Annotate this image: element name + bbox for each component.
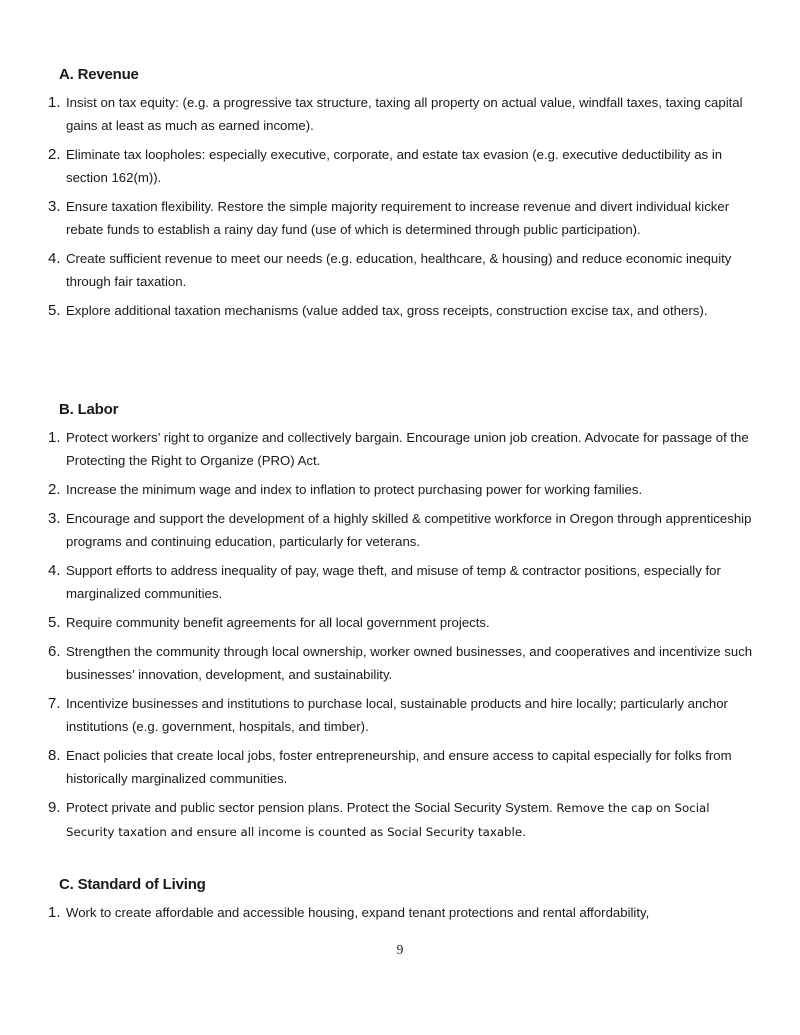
item-text: Eliminate tax loopholes: especially executive, corporate, and estate tax evasion (e.g. executive deductibility as in section 162(m)). xyxy=(66,147,723,185)
item-text: Work to create affordable and accessible housing, expand tenant protections and rental affordability, xyxy=(66,905,650,920)
item-number: 5. xyxy=(48,302,61,319)
item-number: 2. xyxy=(48,146,61,163)
list-item xyxy=(48,507,760,553)
item-number: 4. xyxy=(48,250,61,267)
item-number: 3. xyxy=(48,510,61,527)
item-number: 3. xyxy=(48,198,61,215)
item-text: Protect workers’ right to organize and collectively bargain. Encourage union job creation. Advocate for passage of the Protecting the Right to Organize (PRO) Act. xyxy=(66,430,749,468)
section-heading: B. Labor xyxy=(59,401,119,418)
section-heading: A. Revenue xyxy=(59,66,139,83)
item-text: Incentivize businesses and institutions to purchase local, sustainable products and hire locally; particularly anchor institutions (e.g. government, hospitals, and timber). xyxy=(66,696,728,734)
item-number: 5. xyxy=(48,614,61,631)
item-text: Enact policies that create local jobs, foster entrepreneurship, and ensure access to capital especially for folks from historically marginalized communities. xyxy=(66,748,732,786)
list-item xyxy=(48,247,760,293)
item-text: Explore additional taxation mechanisms (value added tax, gross receipts, construction excise tax, and others). xyxy=(66,303,708,318)
item-text: Insist on tax equity: (e.g. a progressive tax structure, taxing all property on actual value, windfall taxes, taxing capital gains at least as much as earned income). xyxy=(66,95,743,133)
section-labor xyxy=(48,401,760,850)
item-text-main: Protect private and public sector pension plans. Protect the Social Security System. xyxy=(66,800,553,815)
list-item xyxy=(48,195,760,241)
item-text: Ensure taxation flexibility. Restore the simple majority requirement to increase revenue and divert individual kicker rebate funds to establish a rainy day fund (use of which is determined through public participation). xyxy=(66,199,730,237)
item-text-addendum: Remove the cap on Social Security taxation and ensure all income is counted as Social Security taxable. xyxy=(66,801,710,839)
item-number: 1. xyxy=(48,94,61,111)
item-text: Encourage and support the development of a highly skilled & competitive workforce in Oregon through apprenticeship programs and continuing education, particularly for veterans. xyxy=(66,511,752,549)
standard-of-living-list xyxy=(48,901,760,924)
item-number: 1. xyxy=(48,429,61,446)
item-text: Increase the minimum wage and index to inflation to protect purchasing power for working families. xyxy=(66,482,643,497)
list-item xyxy=(48,299,760,322)
section-revenue xyxy=(48,66,760,328)
item-text: Support efforts to address inequality of pay, wage theft, and misuse of temp & contractor positions, especially for marginalized communities. xyxy=(66,563,721,601)
item-number: 6. xyxy=(48,643,61,660)
section-standard-of-living xyxy=(48,876,760,930)
item-number: 9. xyxy=(48,799,61,816)
item-text xyxy=(66,796,760,844)
list-item xyxy=(48,559,760,605)
labor-list xyxy=(48,426,760,844)
section-heading: C. Standard of Living xyxy=(59,876,206,893)
list-item xyxy=(48,796,760,844)
item-text: Require community benefit agreements for all local government projects. xyxy=(66,615,490,630)
item-number: 1. xyxy=(48,904,61,921)
list-item xyxy=(48,744,760,790)
item-number: 4. xyxy=(48,562,61,579)
list-item xyxy=(48,143,760,189)
item-number: 2. xyxy=(48,481,61,498)
item-number: 8. xyxy=(48,747,61,764)
page-number: 9 xyxy=(396,942,404,957)
list-item xyxy=(48,901,760,924)
revenue-list xyxy=(48,91,760,322)
list-item xyxy=(48,478,760,501)
list-item xyxy=(48,611,760,634)
item-number: 7. xyxy=(48,695,61,712)
list-item xyxy=(48,91,760,137)
list-item xyxy=(48,426,760,472)
item-text: Strengthen the community through local ownership, worker owned businesses, and cooperatives and incentivize such businesses’ innovation, development, and sustainability. xyxy=(66,644,753,682)
list-item xyxy=(48,692,760,738)
list-item xyxy=(48,640,760,686)
item-text: Create sufficient revenue to meet our needs (e.g. education, healthcare, & housing) and reduce economic inequity through fair taxation. xyxy=(66,251,732,289)
